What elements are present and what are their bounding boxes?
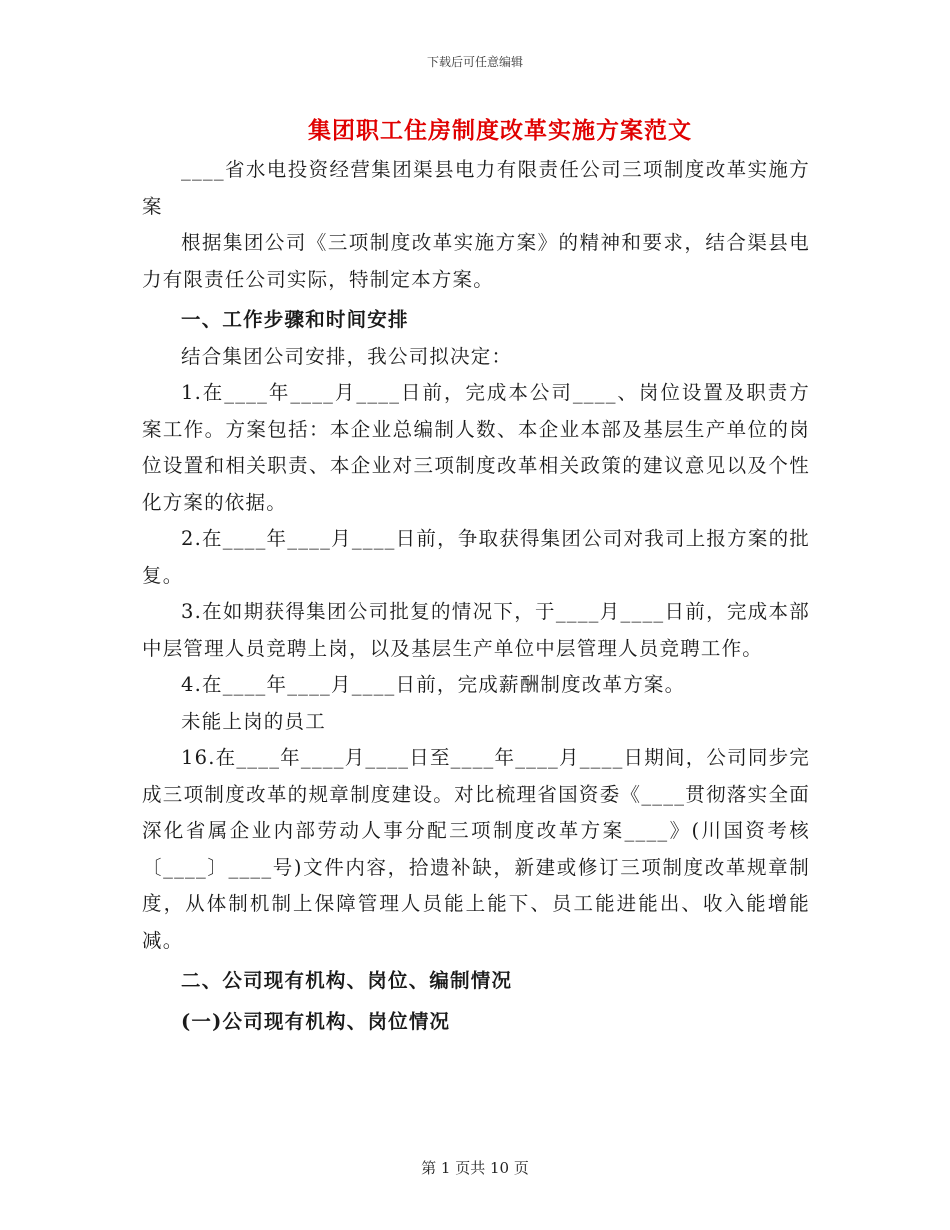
header-note: 下载后可任意编辑	[426, 55, 523, 69]
list-item-2: 2.在____年____月____日前，争取获得集团公司对我司上报方案的批复。	[142, 527, 810, 587]
paragraph-intro: ____省水电投资经营集团渠县电力有限责任公司三项制度改革实施方案	[142, 158, 810, 218]
paragraph-unplaced-staff: 未能上岗的员工	[181, 709, 326, 733]
page-footer: 第 1 页共 10 页	[421, 1159, 529, 1177]
subsection-heading-1: (一)公司现有机构、岗位情况	[181, 1009, 451, 1033]
list-item-3: 3.在如期获得集团公司批复的情况下，于____月____日前，完成本部中层管理人员竞聘上岗，以及基层生产单位中层管理人员竞聘工作。	[142, 600, 810, 660]
document-title: 集团职工住房制度改革实施方案范文	[308, 117, 692, 144]
list-item-4: 4.在____年____月____日前，完成薪酬制度改革方案。	[181, 673, 686, 696]
paragraph-arrangement: 结合集团公司安排，我公司拟决定：	[181, 344, 513, 368]
section-heading-1: 一、工作步骤和时间安排	[181, 308, 409, 331]
list-item-16: 16.在____年____月____日至____年____月____日期间，公司同步完成三项制度改革的规章制度建设。对比梳理省国资委《____贯彻落实全面深化省属企业内部劳动人事分配三项制度改革方案____》(川国资考核〔____〕____号)文件内容，拾遗补缺，新建或修订三项制度改革规章制度，从体制机制上保障管理人员能上能下、员工能进能出、收入能增能减。	[142, 746, 810, 952]
section-heading-2: 二、公司现有机构、岗位、编制情况	[181, 969, 513, 992]
list-item-1: 1.在____年____月____日前，完成本公司____、岗位设置及职责方案工作。方案包括：本企业总编制人数、本企业本部及基层生产单位的岗位设置和相关职责、本企业对三项制度改革相关政策的建议意见以及个性化方案的依据。	[142, 381, 810, 514]
document-body	[142, 152, 810, 1040]
paragraph-basis: 根据集团公司《三项制度改革实施方案》的精神和要求，结合渠县电力有限责任公司实际，特制定本方案。	[142, 231, 810, 291]
